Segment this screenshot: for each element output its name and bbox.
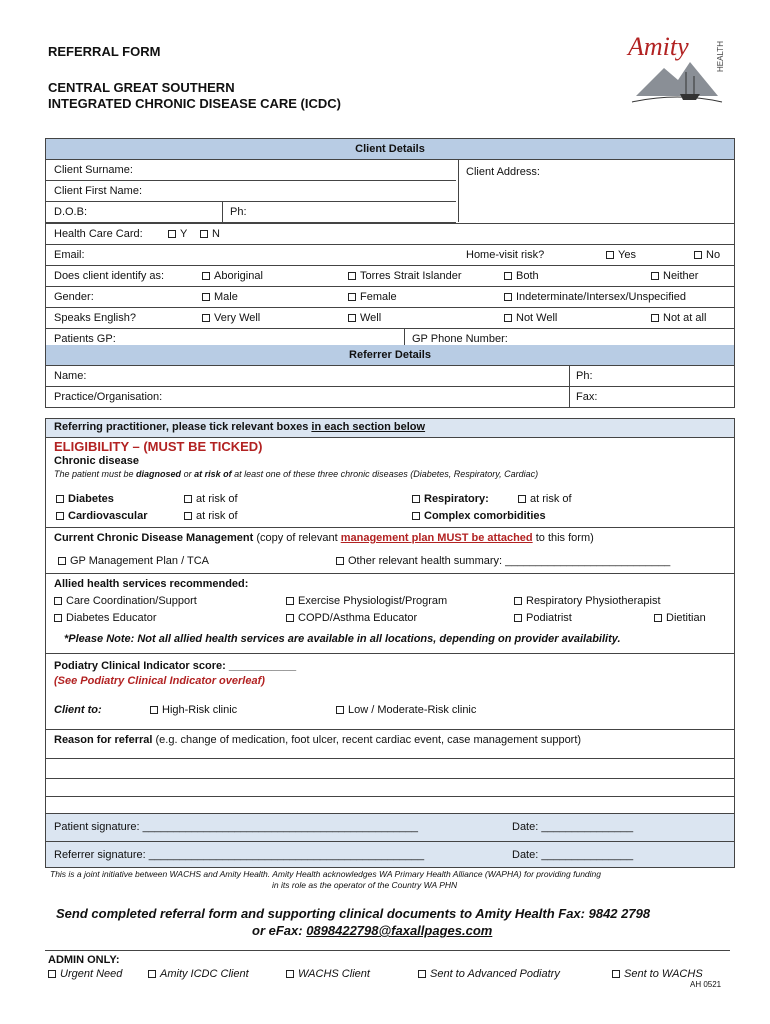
client-address-label[interactable]: Client Address: — [466, 166, 540, 178]
chronic-disease-note: The patient must be diagnosed or at risk of at least one of these three chronic diseases (Diabetes, Respiratory, Cardiac) — [54, 469, 539, 479]
complex-comorbidities-checkbox[interactable]: Complex comorbidities — [412, 510, 546, 522]
allied-exercise-physiologist[interactable]: Exercise Physiologist/Program — [286, 595, 447, 607]
neither-checkbox[interactable] — [651, 266, 698, 286]
row-dob — [46, 202, 456, 223]
allied-title: Allied health services recommended: — [54, 578, 249, 590]
both-checkbox[interactable] — [504, 266, 539, 286]
admin-advanced-podiatry[interactable]: Sent to Advanced Podiatry — [418, 968, 560, 980]
client-surname-label[interactable]: Client Surname: — [54, 164, 133, 176]
admin-amity-icdc[interactable]: Amity ICDC Client — [148, 968, 249, 980]
very-well-checkbox[interactable] — [202, 308, 260, 328]
referrer-ph-label[interactable]: Ph: — [576, 370, 593, 382]
admin-only-label: ADMIN ONLY: — [48, 954, 120, 966]
referrer-sign-date[interactable]: Date: _______________ — [512, 849, 634, 861]
joint-initiative-line-2: in its role as the operator of the Country WA PHN — [272, 880, 458, 890]
admin-sent-wachs[interactable]: Sent to WACHS — [612, 968, 703, 980]
patient-signature[interactable]: Patient signature: _____________________________________________ — [54, 821, 418, 833]
practice-label[interactable]: Practice/Organisation: — [54, 391, 163, 403]
client-ph-label[interactable]: Ph: — [230, 206, 247, 218]
home-visit-yes-checkbox[interactable] — [606, 245, 636, 265]
row-english — [46, 308, 734, 329]
admin-urgent-need[interactable]: Urgent Need — [48, 968, 122, 980]
patients-gp-label[interactable]: Patients GP: — [54, 333, 116, 345]
diabetes-at-risk-checkbox[interactable]: at risk of — [184, 493, 238, 505]
low-risk-checkbox[interactable]: Low / Moderate-Risk clinic — [336, 704, 476, 716]
form-code: AH 0521 — [690, 980, 722, 989]
reason-section — [45, 730, 735, 814]
client-to-label: Client to: — [54, 704, 102, 716]
email-label[interactable]: Email: — [54, 249, 85, 261]
form-subtitle-1: CENTRAL GREAT SOUTHERN — [48, 80, 235, 95]
allied-respiratory-physio[interactable]: Respiratory Physiotherapist — [514, 595, 661, 607]
home-visit-label: Home-visit risk? — [466, 249, 545, 261]
hcc-no-label: N — [212, 228, 220, 240]
neither-label: Neither — [663, 270, 699, 282]
torres-label: Torres Strait Islander — [360, 270, 462, 282]
referrer-details-band: Referrer Details — [46, 345, 734, 366]
other-summary-checkbox[interactable]: Other relevant health summary: ___________________________ — [336, 555, 670, 567]
english-label: Speaks English? — [54, 312, 136, 324]
respiratory-at-risk-checkbox[interactable]: at risk of — [518, 493, 572, 505]
row-ref-practice — [46, 387, 734, 407]
allied-dietitian[interactable]: Dietitian — [654, 612, 706, 624]
not-well-checkbox[interactable] — [504, 308, 557, 328]
allied-copd-educator[interactable]: COPD/Asthma Educator — [286, 612, 417, 624]
aboriginal-checkbox[interactable] — [202, 266, 263, 286]
podiatry-section — [45, 654, 735, 730]
podiatry-score[interactable]: Podiatry Clinical Indicator score: ___________ — [54, 660, 297, 672]
well-checkbox[interactable] — [348, 308, 381, 328]
respiratory-checkbox[interactable]: Respiratory: — [412, 493, 489, 505]
allied-care-coordination[interactable]: Care Coordination/Support — [54, 595, 197, 607]
high-risk-checkbox[interactable]: High-Risk clinic — [150, 704, 237, 716]
hcc-no-checkbox[interactable] — [200, 224, 220, 244]
not-at-all-checkbox[interactable] — [651, 308, 706, 328]
indeterminate-label: Indeterminate/Intersex/Unspecified — [516, 291, 686, 303]
efax-line: or eFax: 0898422798@faxallpages.com — [252, 923, 493, 938]
very-well-label: Very Well — [214, 312, 261, 324]
well-label: Well — [360, 312, 382, 324]
cardiovascular-checkbox[interactable]: Cardiovascular — [56, 510, 147, 522]
hcc-yes-label: Y — [180, 228, 188, 240]
client-details-section — [45, 138, 735, 350]
row-gender — [46, 287, 734, 308]
female-label: Female — [360, 291, 397, 303]
allied-health-section — [45, 574, 735, 654]
admin-wachs-client[interactable]: WACHS Client — [286, 968, 370, 980]
gender-label: Gender: — [54, 291, 94, 303]
send-instruction: Send completed referral form and supporting clinical documents to Amity Health Fax: 9842 2798 — [56, 906, 651, 921]
diabetes-checkbox[interactable]: Diabetes — [56, 493, 114, 505]
referrer-name-label[interactable]: Name: — [54, 370, 87, 382]
allied-note: *Please Note: Not all allied health services are available in all locations, depending on provider availability. — [64, 633, 621, 645]
not-well-label: Not Well — [516, 312, 558, 324]
row-hcc — [46, 223, 734, 245]
row-identify — [46, 266, 734, 287]
logo-wordmark: Amity — [628, 32, 689, 61]
hcc-label: Health Care Card: — [54, 228, 143, 240]
chronic-disease-label: Chronic disease — [54, 455, 139, 467]
signature-section — [45, 814, 735, 868]
allied-podiatrist[interactable]: Podiatrist — [514, 612, 572, 624]
reason-title: Reason for referral (e.g. change of medication, foot ulcer, recent cardiac event, case management support) — [54, 734, 582, 746]
dob-label[interactable]: D.O.B: — [54, 206, 88, 218]
referrer-details-section — [45, 345, 735, 408]
eligibility-section — [45, 418, 735, 528]
eligibility-intro: Referring practitioner, please tick relevant boxes in each section below — [54, 421, 426, 433]
row-ref-name — [46, 366, 734, 387]
both-label: Both — [516, 270, 539, 282]
referrer-signature[interactable]: Referrer signature: _____________________________________________ — [54, 849, 425, 861]
logo-health: HEALTH — [716, 41, 725, 72]
row-first-name — [46, 180, 456, 202]
joint-initiative-line-1: This is a joint initiative between WACHS and Amity Health. Amity Health acknowledges WA Primary Health Alliance (WAPHA) for providing funding — [50, 869, 601, 879]
not-at-all-label: Not at all — [663, 312, 707, 324]
cardio-at-risk-checkbox[interactable]: at risk of — [184, 510, 238, 522]
podiatry-see-overleaf: (See Podiatry Clinical Indicator overleaf) — [54, 675, 265, 687]
form-title: REFERRAL FORM — [48, 44, 161, 59]
eligibility-heading: ELIGIBILITY – (MUST BE TICKED) — [54, 439, 263, 454]
hcc-yes-checkbox[interactable] — [168, 224, 187, 244]
home-visit-yes-label: Yes — [618, 249, 636, 261]
client-details-band: Client Details — [46, 139, 734, 160]
row-surname — [46, 160, 734, 180]
aboriginal-label: Aboriginal — [214, 270, 263, 282]
cdm-title: Current Chronic Disease Management (copy of relevant management plan MUST be attached to this form) — [54, 532, 594, 544]
home-visit-no-checkbox[interactable] — [694, 245, 720, 265]
indeterminate-checkbox[interactable] — [504, 287, 686, 307]
form-subtitle-2: INTEGRATED CHRONIC DISEASE CARE (ICDC) — [48, 96, 341, 111]
row-email — [46, 245, 734, 266]
female-checkbox[interactable] — [348, 287, 397, 307]
patient-sign-date[interactable]: Date: _______________ — [512, 821, 634, 833]
identify-label: Does client identify as: — [54, 270, 165, 282]
gpmp-checkbox[interactable]: GP Management Plan / TCA — [58, 555, 209, 567]
efax-link[interactable]: 0898422798@faxallpages.com — [306, 923, 493, 938]
gp-phone-label[interactable]: GP Phone Number: — [412, 333, 508, 345]
torres-checkbox[interactable] — [348, 266, 461, 286]
referrer-fax-label[interactable]: Fax: — [576, 391, 598, 403]
cdm-section — [45, 528, 735, 574]
client-first-name-label[interactable]: Client First Name: — [54, 185, 143, 197]
allied-diabetes-educator[interactable]: Diabetes Educator — [54, 612, 157, 624]
home-visit-no-label: No — [706, 249, 721, 261]
male-label: Male — [214, 291, 238, 303]
amity-health-logo — [622, 32, 734, 116]
male-checkbox[interactable] — [202, 287, 238, 307]
